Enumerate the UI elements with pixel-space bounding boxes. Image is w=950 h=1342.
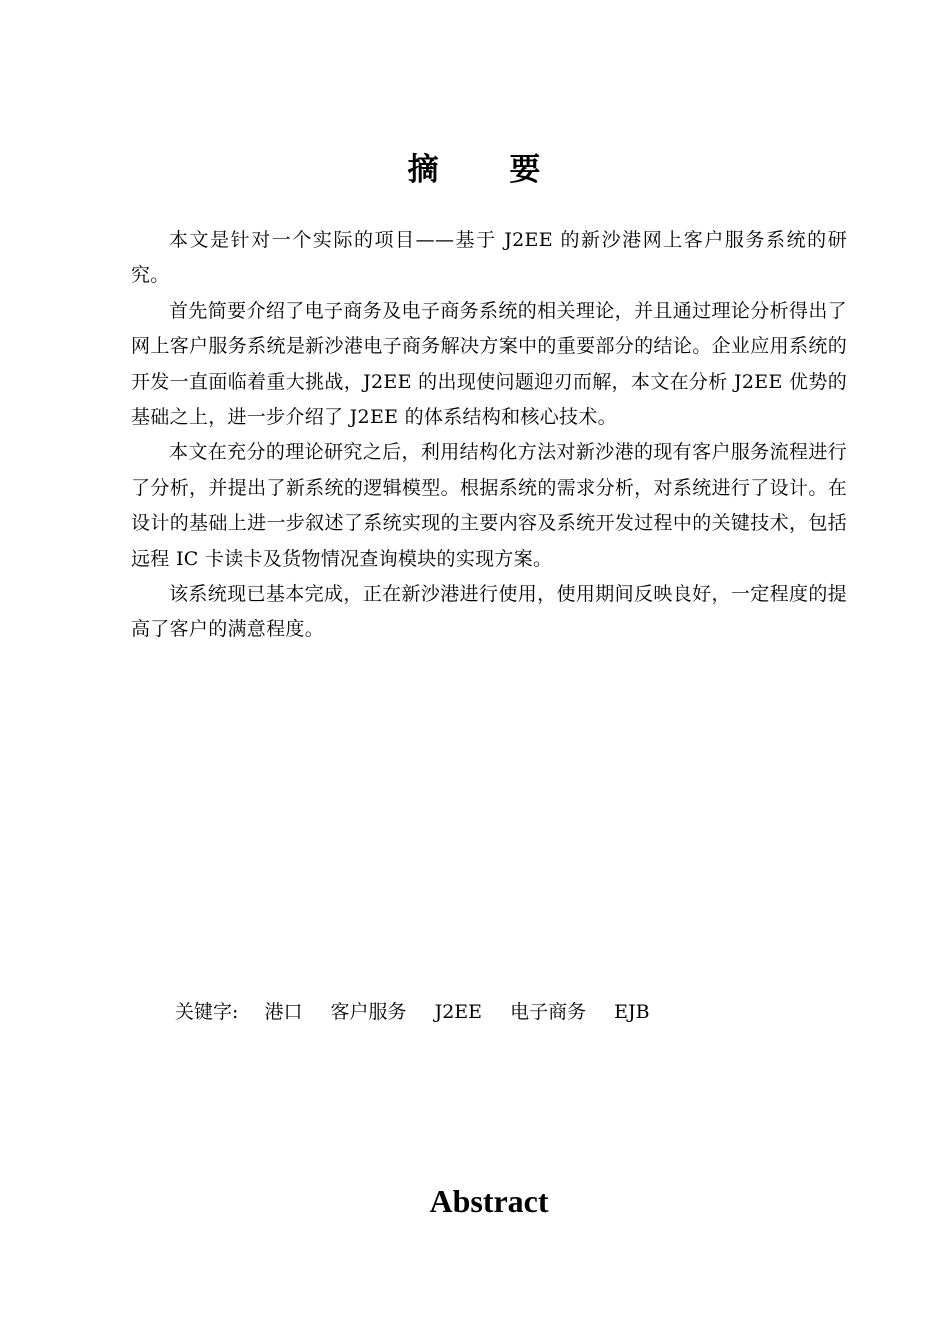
abstract-paragraph: 该系统现已基本完成，正在新沙港进行使用，使用期间反映良好，一定程度的提高了客户的满意程度。	[131, 583, 847, 641]
abstract-paragraph: 首先简要介绍了电子商务及电子商务系统的相关理论，并且通过理论分析得出了网上客户服务系统是新沙港电子商务解决方案中的重要部分的结论。企业应用系统的开发一直面临着重大挑战，J2EE 的出现使问题迎刃而解，本文在分析 J2EE 优势的基础之上，进一步介绍了 J2EE 的体系结构和核心技术。	[131, 299, 847, 429]
keywords-label: 关键字:	[175, 1001, 239, 1023]
abstract-cn-body	[131, 223, 847, 648]
keyword: EJB	[614, 1001, 650, 1023]
keyword: 客户服务	[330, 1001, 407, 1023]
abstract-en-title: Abstract	[429, 1183, 549, 1219]
abstract-paragraph: 本文是针对一个实际的项目——基于 J2EE 的新沙港网上客户服务系统的研究。	[131, 229, 847, 287]
abstract-cn-title: 摘 要	[407, 152, 571, 188]
abstract-paragraph: 本文在充分的理论研究之后，利用结构化方法对新沙港的现有客户服务流程进行了分析，并提出了新系统的逻辑模型。根据系统的需求分析，对系统进行了设计。在设计的基础上进一步叙述了系统实现的主要内容及系统开发过程中的关键技术，包括远程 IC 卡读卡及货物情况查询模块的实现方案。	[131, 441, 847, 570]
keywords-line	[175, 995, 672, 1030]
keyword: 电子商务	[510, 1001, 587, 1023]
keyword: 港口	[264, 1001, 303, 1023]
keyword: J2EE	[434, 1001, 483, 1023]
